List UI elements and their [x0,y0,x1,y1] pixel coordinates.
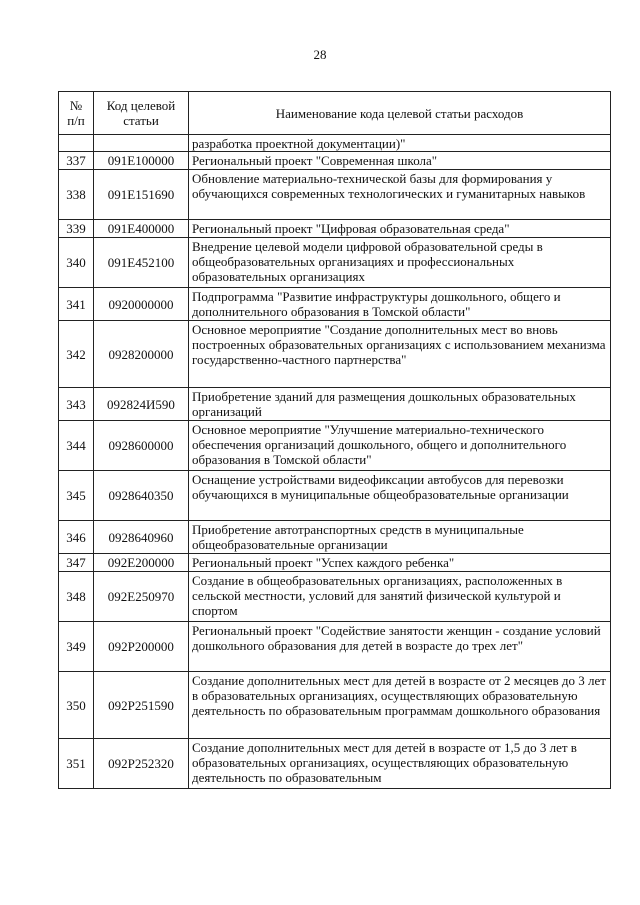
row-name: Создание в общеобразовательных организациях, расположенных в сельской местности, условий для занятий физической культурой и спортом [189,572,611,622]
row-num: 345 [59,471,94,521]
header-num-label: № п/п [67,98,85,128]
header-code-label: Код целевой статьи [106,98,176,128]
row-name: Приобретение автотранспортных средств в муниципальные общеобразовательные организации [189,521,611,554]
table-row [59,554,611,572]
table-row [59,152,611,170]
row-code: 092P200000 [94,622,189,672]
header-num [59,92,94,135]
row-num [59,135,94,152]
row-num: 351 [59,739,94,789]
row-code: 0928640350 [94,471,189,521]
header-name-label: Наименование кода целевой статьи расходов [275,105,524,121]
row-num: 344 [59,421,94,471]
row-name: Создание дополнительных мест для детей в возрасте от 2 месяцев до 3 лет в образовательных организациях, осуществляющих образовательную деятельность по образовательным программам дошкольного образования [189,672,611,739]
row-name: Оснащение устройствами видеофиксации автобусов для перевозки обучающихся в муниципальные общеобразовательные организации [189,471,611,521]
table-row [59,288,611,321]
target-article-codes-table [58,91,611,789]
row-code: 092824И590 [94,388,189,421]
row-code: 0920000000 [94,288,189,321]
row-num: 338 [59,170,94,220]
table-row [59,220,611,238]
table-row [59,170,611,220]
row-num: 349 [59,622,94,672]
row-num: 350 [59,672,94,739]
table-row [59,572,611,622]
row-num: 348 [59,572,94,622]
row-num: 343 [59,388,94,421]
row-num: 342 [59,321,94,388]
row-code: 0928640960 [94,521,189,554]
row-num: 340 [59,238,94,288]
table-row [59,521,611,554]
row-name: Основное мероприятие "Создание дополнительных мест во вновь построенных образовательных организациях с использованием механизма государственно-частного партнерства" [189,321,611,388]
table-row [59,622,611,672]
row-code: 091E100000 [94,152,189,170]
table-row [59,321,611,388]
row-code: 091E452100 [94,238,189,288]
row-name: Региональный проект "Успех каждого ребенка" [189,554,611,572]
row-name: Внедрение целевой модели цифровой образовательной среды в общеобразовательных организациях и профессиональных образовательных организациях [189,238,611,288]
table-header-row [59,92,611,135]
table-row [59,471,611,521]
table-row [59,421,611,471]
row-num: 346 [59,521,94,554]
row-num: 347 [59,554,94,572]
row-name: Региональный проект "Современная школа" [189,152,611,170]
header-name [189,92,611,135]
row-code: 0928200000 [94,321,189,388]
row-code: 0928600000 [94,421,189,471]
row-code: 092P252320 [94,739,189,789]
row-code: 092E200000 [94,554,189,572]
row-name: Основное мероприятие "Улучшение материально-технического обеспечения организаций дошкольного, общего и дополнительного образования в Томской области" [189,421,611,471]
table-row [59,238,611,288]
table-row [59,388,611,421]
row-num: 339 [59,220,94,238]
header-code [94,92,189,135]
row-name: Создание дополнительных мест для детей в возрасте от 1,5 до 3 лет в образовательных организациях, осуществляющих образовательную деятельность по образовательным [189,739,611,789]
row-name: Региональный проект "Содействие занятости женщин - создание условий дошкольного образования для детей в возрасте до трех лет" [189,622,611,672]
table-row [59,739,611,789]
row-code [94,135,189,152]
row-code: 092E250970 [94,572,189,622]
page-number: 28 [313,47,327,62]
row-num: 337 [59,152,94,170]
table-row [59,672,611,739]
row-name: разработка проектной документации)" [189,135,611,152]
row-num: 341 [59,288,94,321]
row-name: Приобретение зданий для размещения дошкольных образовательных организаций [189,388,611,421]
row-code: 092P251590 [94,672,189,739]
table-row [59,135,611,152]
row-name: Подпрограмма "Развитие инфраструктуры дошкольного, общего и дополнительного образования в Томской области" [189,288,611,321]
row-name: Обновление материально-технической базы для формирования у обучающихся современных технологических и гуманитарных навыков [189,170,611,220]
row-code: 091E151690 [94,170,189,220]
row-code: 091E400000 [94,220,189,238]
row-name: Региональный проект "Цифровая образовательная среда" [189,220,611,238]
